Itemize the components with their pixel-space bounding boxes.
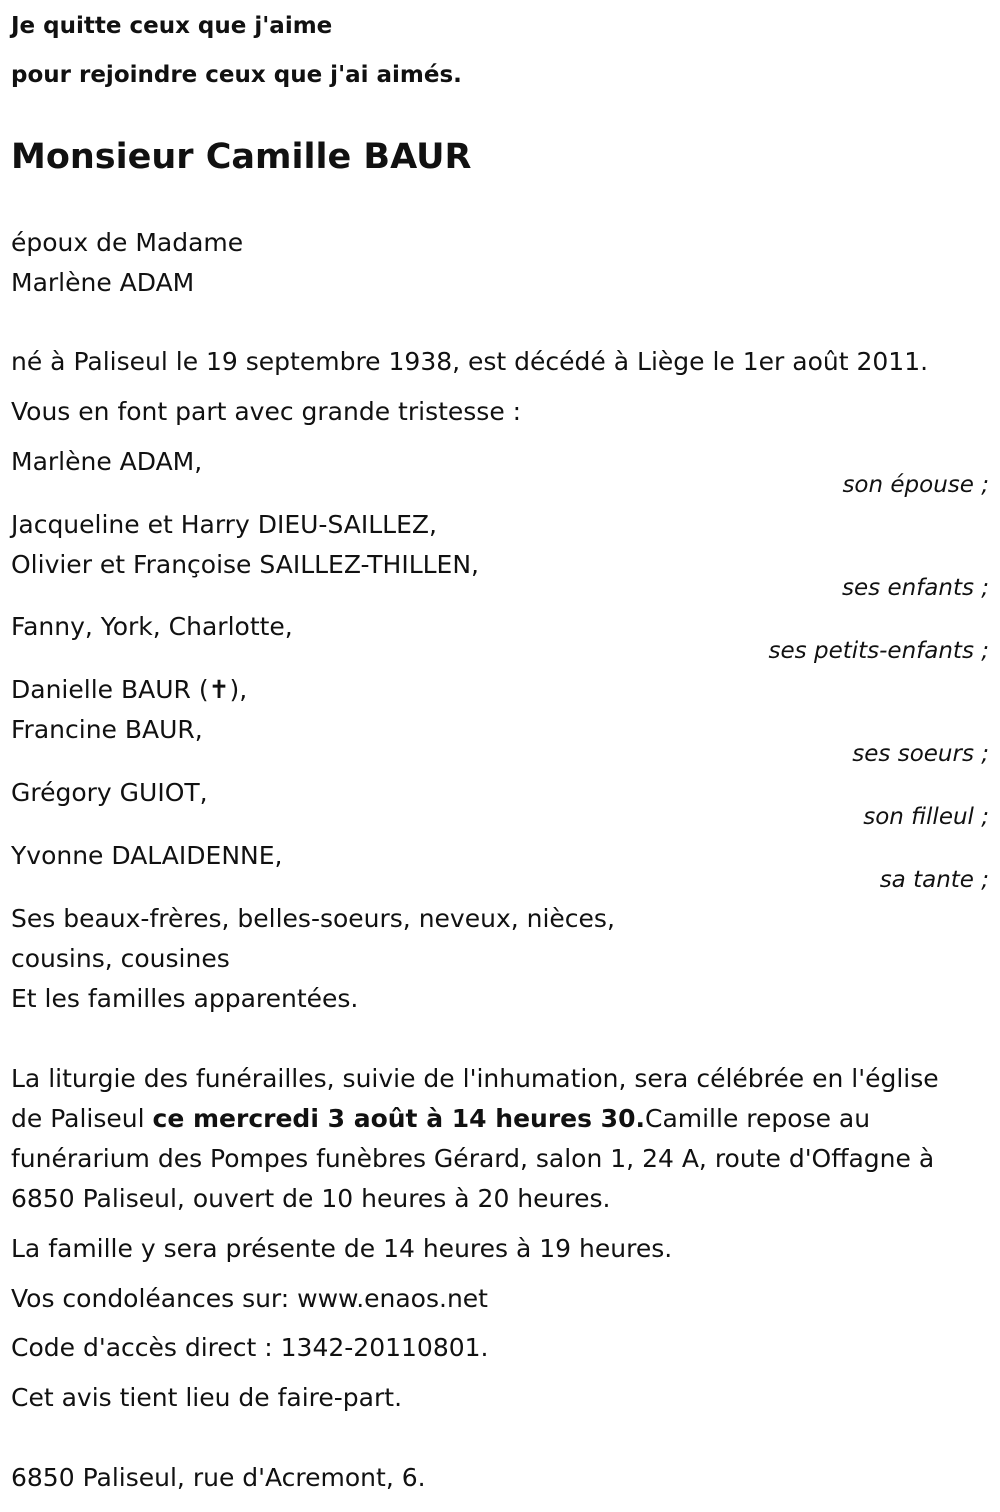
family-presence [11, 1229, 989, 1269]
family-name: Marlène ADAM, [11, 447, 203, 476]
spouse-line-2: Marlène ADAM [11, 268, 195, 297]
family-name: Jacqueline et Harry DIEU-SAILLEZ, [11, 510, 437, 539]
spouse-line-1: époux de Madame [11, 228, 244, 257]
others-line: Et les familles apparentées. [11, 984, 359, 1013]
others-line: cousins, cousines [11, 944, 230, 973]
funeral-date-time: ce mercredi 3 août à 14 heures 30. [152, 1104, 645, 1133]
funeral-paragraph [11, 1059, 989, 1219]
condolences [11, 1279, 989, 1319]
epigraph-line-2: pour rejoindre ceux que j'ai aimés. [11, 62, 462, 88]
family-group-children [11, 505, 989, 585]
condolences-text: Vos condoléances sur: www.enaos.net [11, 1284, 488, 1313]
family-name: Yvonne DALAIDENNE, [11, 841, 283, 870]
relation-spouse: son épouse ; [842, 472, 989, 498]
family-name: Grégory GUIOT, [11, 778, 208, 807]
funeral-line-2 [11, 1099, 989, 1139]
notice-text: Cet avis tient lieu de faire-part. [11, 1383, 403, 1412]
family-name: Francine BAUR, [11, 715, 203, 744]
birth-death-text: né à Paliseul le 19 septembre 1938, est décédé à Liège le 1er août 2011. [11, 347, 929, 376]
funeral-line-4: 6850 Paliseul, ouvert de 10 heures à 20 heures. [11, 1184, 611, 1213]
deceased-name: Monsieur Camille BAUR [11, 137, 472, 177]
family-name: Fanny, York, Charlotte, [11, 612, 293, 641]
funeral-line-2-end: Camille repose au [644, 1104, 871, 1133]
relation-godson: son filleul ; [863, 804, 989, 830]
family-name: Danielle BAUR (✝), [11, 675, 248, 704]
family-name: Olivier et Françoise SAILLEZ-THILLEN, [11, 550, 480, 579]
relation-children: ses enfants ; [842, 575, 989, 601]
address [11, 1458, 989, 1498]
funeral-line-1: La liturgie des funérailles, suivie de l'inhumation, sera célébrée en l'église [11, 1064, 939, 1093]
address-text: 6850 Paliseul, rue d'Acremont, 6. [11, 1463, 426, 1492]
relation-aunt: sa tante ; [879, 867, 989, 893]
announcement-line [11, 392, 989, 432]
notice [11, 1378, 989, 1418]
access-code-text: Code d'accès direct : 1342-20110801. [11, 1333, 489, 1362]
spouse-info [11, 223, 989, 303]
family-group-sisters [11, 670, 989, 750]
family-others [11, 899, 989, 1019]
announcement-text: Vous en font part avec grande tristesse : [11, 397, 522, 426]
others-line: Ses beaux-frères, belles-soeurs, neveux, nièces, [11, 904, 615, 933]
funeral-line-2-start: de Paliseul [11, 1104, 153, 1133]
funeral-line-3: funérarium des Pompes funèbres Gérard, salon 1, 24 A, route d'Offagne à [11, 1144, 935, 1173]
relation-sisters: ses soeurs ; [852, 741, 989, 767]
family-presence-text: La famille y sera présente de 14 heures à 19 heures. [11, 1234, 673, 1263]
birth-death-line [11, 342, 989, 382]
epigraph-line-1: Je quitte ceux que j'aime [11, 13, 333, 39]
relation-grandchildren: ses petits-enfants ; [768, 638, 989, 664]
access-code [11, 1328, 989, 1368]
